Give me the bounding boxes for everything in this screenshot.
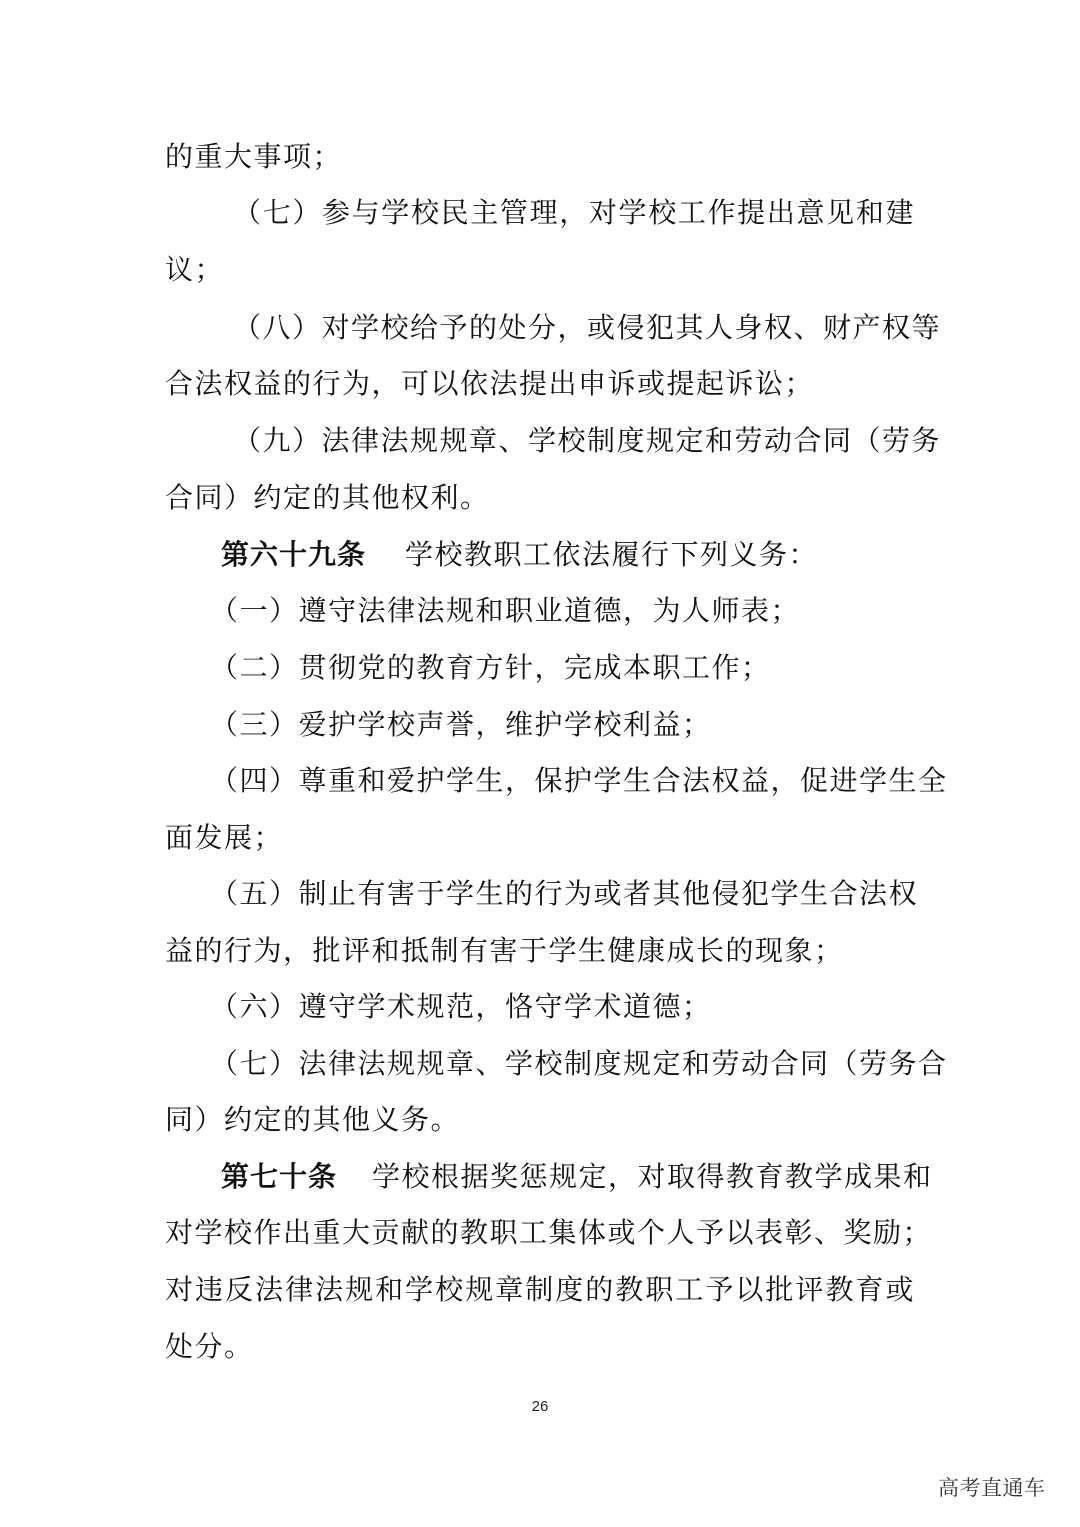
article-text: 学校教职工依法履行下列义务：: [405, 538, 819, 571]
article-text: 学校根据奖惩规定，对取得教育教学成果和: [372, 1160, 933, 1193]
list-item: （二）贯彻党的教育方针，完成本职工作；: [210, 651, 771, 684]
list-item: （五）制止有害于学生的行为或者其他侵犯学生合法权: [210, 877, 919, 910]
text-line: 面发展；: [165, 821, 284, 854]
list-item: （三）爱护学校声誉，维护学校利益；: [210, 708, 712, 741]
watermark: 高考直通车: [938, 1476, 1046, 1500]
list-item: （六）遵守学术规范，恪守学术道德；: [210, 990, 712, 1023]
text-line: 益的行为，批评和抵制有害于学生健康成长的现象；: [165, 934, 844, 967]
text-line: 对学校作出重大贡献的教职工集体或个人予以表彰、奖励；: [165, 1216, 933, 1249]
text-line: 的重大事项；: [165, 140, 343, 173]
text-line: 合法权益的行为，可以依法提出申诉或提起诉讼；: [165, 367, 815, 400]
text-line: （八）对学校给予的处分，或侵犯其人身权、财产权等: [233, 311, 942, 344]
list-item: （四）尊重和爱护学生，保护学生合法权益，促进学生全: [210, 764, 948, 797]
article-heading: 第六十九条: [221, 538, 367, 571]
page-number: 26: [531, 1398, 549, 1415]
text-line: 同）约定的其他义务。: [165, 1103, 461, 1136]
list-item: （一）遵守法律法规和职业道德，为人师表；: [210, 594, 801, 627]
text-line: 议；: [165, 253, 225, 286]
list-item: （七）法律法规规章、学校制度规定和劳动合同（劳务合: [210, 1047, 948, 1080]
article-heading: 第七十条: [221, 1160, 338, 1193]
text-line: （七）参与学校民主管理，对学校工作提出意见和建: [233, 196, 915, 229]
text-line: （九）法律法规规章、学校制度规定和劳动合同（劳务: [233, 424, 942, 457]
text-line: 处分。: [165, 1330, 254, 1363]
text-line: 对违反法律法规和学校规章制度的教职工予以批评教育或: [165, 1273, 915, 1306]
text-line: 合同）约定的其他权利。: [165, 481, 490, 514]
